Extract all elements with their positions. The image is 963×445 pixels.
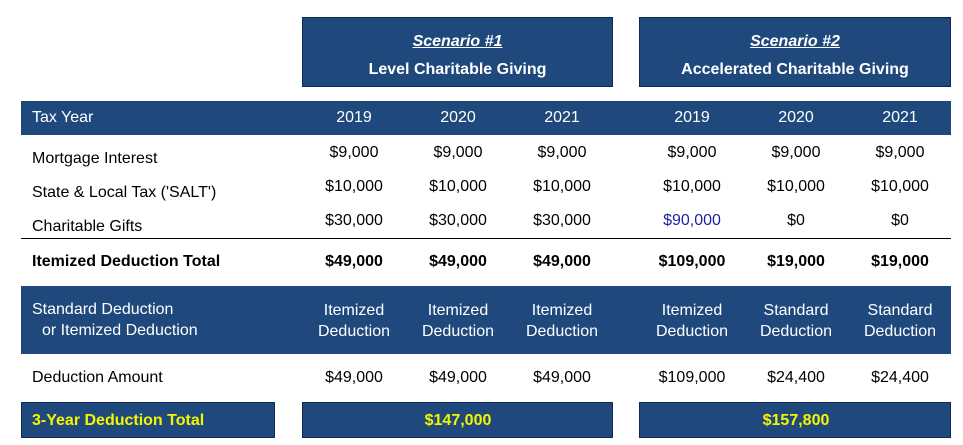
- scenario-2-total-value: $157,800: [762, 412, 830, 429]
- year-header: 2019: [674, 109, 710, 126]
- year-header: 2021: [882, 109, 918, 126]
- deduction-type-word: Standard: [763, 302, 829, 319]
- table-cell: $49,000: [429, 369, 487, 386]
- table-cell: $9,000: [433, 144, 483, 161]
- deduction-type-cell: [656, 300, 728, 342]
- row-label-deduction-amount: Deduction Amount: [32, 369, 163, 386]
- table-cell-highlighted: $90,000: [663, 212, 721, 229]
- deduction-type-cell: [422, 300, 494, 342]
- table-cell: $9,000: [771, 144, 821, 161]
- table-cell-total: $49,000: [325, 253, 383, 270]
- table-cell: $0: [787, 212, 805, 229]
- table-cell: $49,000: [325, 369, 383, 386]
- table-cell: $109,000: [658, 369, 726, 386]
- table-cell: $9,000: [667, 144, 717, 161]
- table-cell-total: $49,000: [533, 253, 591, 270]
- row-label-salt: State & Local Tax ('SALT'): [32, 184, 217, 201]
- table-cell: $49,000: [533, 369, 591, 386]
- scenario-2-header: [639, 17, 951, 87]
- year-header: 2020: [778, 109, 814, 126]
- deduction-type-cell: [864, 300, 936, 342]
- table-cell: $10,000: [767, 178, 825, 195]
- table-cell: $10,000: [429, 178, 487, 195]
- deduction-type-word: Deduction: [655, 323, 729, 340]
- table-cell: $10,000: [871, 178, 929, 195]
- year-header: 2020: [440, 109, 476, 126]
- table-cell: $30,000: [429, 212, 487, 229]
- table-cell: $10,000: [325, 178, 383, 195]
- deduction-type-word: Standard: [867, 302, 933, 319]
- table-cell-total: $49,000: [429, 253, 487, 270]
- scenario-1-total-value: $147,000: [424, 412, 492, 429]
- year-header: 2021: [544, 109, 580, 126]
- scenario-2-title: Scenario #2: [750, 33, 840, 50]
- table-cell: $9,000: [875, 144, 925, 161]
- deduction-type-cell: [318, 300, 390, 342]
- table-cell: $30,000: [325, 212, 383, 229]
- scenario-2-subtitle: Accelerated Charitable Giving: [681, 61, 909, 78]
- table-cell: $9,000: [329, 144, 379, 161]
- table-cell: $10,000: [533, 178, 591, 195]
- deduction-type-cell: [526, 300, 598, 342]
- table-cell-total: $19,000: [767, 253, 825, 270]
- deduction-type-label-line1: Standard Deduction: [32, 301, 174, 318]
- deduction-type-word: Itemized: [661, 302, 723, 319]
- deduction-type-word: Itemized: [427, 302, 489, 319]
- table-cell: $0: [891, 212, 909, 229]
- row-label-charitable-gifts: Charitable Gifts: [32, 218, 143, 235]
- three-year-total-label: 3-Year Deduction Total: [32, 412, 205, 429]
- year-header: 2019: [336, 109, 372, 126]
- table-cell: $30,000: [533, 212, 591, 229]
- row-label-itemized-total: Itemized Deduction Total: [32, 253, 221, 270]
- table-cell: $24,400: [767, 369, 825, 386]
- deduction-type-word: Deduction: [863, 323, 937, 340]
- table-cell-total: $19,000: [871, 253, 929, 270]
- deduction-type-word: Deduction: [525, 323, 599, 340]
- divider-line: [21, 238, 951, 239]
- deduction-type-cell: [760, 300, 832, 342]
- tax-year-label: Tax Year: [32, 109, 94, 126]
- table-cell: $10,000: [663, 178, 721, 195]
- row-label-mortgage-interest: Mortgage Interest: [32, 150, 158, 167]
- deduction-type-word: Itemized: [323, 302, 385, 319]
- deduction-type-word: Deduction: [759, 323, 833, 340]
- deduction-type-word: Deduction: [421, 323, 495, 340]
- scenario-1-title: Scenario #1: [412, 33, 503, 50]
- deduction-type-word: Deduction: [317, 323, 391, 340]
- scenario-1-header: [302, 17, 613, 87]
- deduction-type-label-line2: or Itemized Deduction: [42, 322, 198, 339]
- deduction-type-word: Itemized: [531, 302, 593, 319]
- table-cell: $24,400: [871, 369, 929, 386]
- scenario-1-subtitle: Level Charitable Giving: [368, 61, 547, 78]
- table-cell-total: $109,000: [658, 253, 726, 270]
- table-cell: $9,000: [537, 144, 587, 161]
